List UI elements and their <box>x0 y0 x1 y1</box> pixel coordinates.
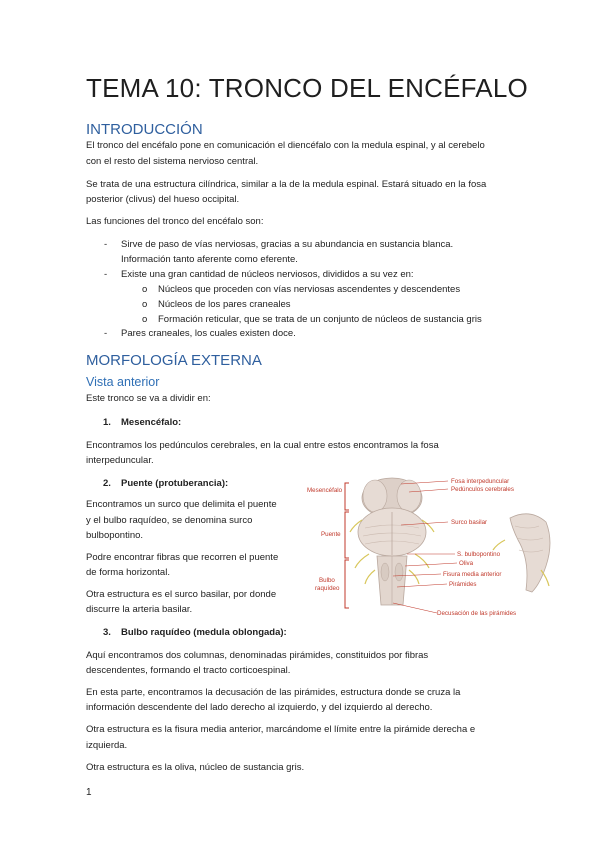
subsection-heading-vista-anterior: Vista anterior <box>86 375 160 389</box>
intro-paragraph-3: Las funciones del tronco del encéfalo son: <box>86 216 264 227</box>
item-2-para-c-line-1: Otra estructura es el surco basilar, por donde <box>86 589 277 600</box>
bracket-bulbo <box>345 560 349 608</box>
intro-paragraph-2-line-2: posterior (clivus) del hueso occipital. <box>86 194 240 205</box>
label-fosa-interpeduncular: Fosa interpeduncular <box>451 478 510 485</box>
item-2-para-a-line-1: Encontramos un surco que delimita el puente <box>86 499 277 510</box>
page-title: TEMA 10: TRONCO DEL ENCÉFALO <box>86 73 528 103</box>
item-3-para-b-line-2: información descendente del lado derecho al izquierdo, y del izquierdo al derecho. <box>86 702 433 713</box>
subbullet-3: Formación reticular, que se trata de un conjunto de núcleos de sustancia gris <box>158 314 482 325</box>
subbullet-marker: o <box>142 314 148 325</box>
item-number: 1. <box>103 417 111 428</box>
bullet-marker: - <box>104 328 108 339</box>
item-2-label: Puente (protuberancia): <box>121 478 229 489</box>
label-oliva: Oliva <box>459 560 474 567</box>
label-s-bulbopontino: S. bulbopontino <box>457 551 501 558</box>
intro-paragraph-2-line-1: Se trata de una estructura cilíndrica, similar a la de la medula espinal. Estará situado en la fosa <box>86 179 487 190</box>
label-decusacion-piramides: Decusación de las pirámides <box>437 610 517 617</box>
item-3-para-a-line-1: Aquí encontramos dos columnas, denominadas pirámides, constituidos por fibras <box>86 650 429 661</box>
intro-paragraph-1-line-1: El tronco del encéfalo pone en comunicación el diencéfalo con la medula espinal, y al cerebelo <box>86 140 485 151</box>
item-1-label: Mesencéfalo: <box>121 417 182 428</box>
label-raquideo: raquídeo <box>315 585 340 592</box>
label-surco-basilar: Surco basilar <box>451 519 488 526</box>
bullet-2-line-1: Existe una gran cantidad de núcleos nerviosos, divididos a su vez en: <box>121 269 414 280</box>
subbullet-marker: o <box>142 284 148 295</box>
bracket-mesencefalo <box>345 483 349 510</box>
item-2-para-b-line-1: Podre encontrar fibras que recorren el puente <box>86 552 279 563</box>
item-2-para-a-line-3: bulbopontino. <box>86 530 144 541</box>
page-number: 1 <box>86 787 92 798</box>
brainstem-figure <box>305 470 570 630</box>
item-3-para-b-line-1: En esta parte, encontramos la decusación de las pirámides, estructura donde se cruza la <box>86 687 461 698</box>
label-fisura-media-anterior: Fisura media anterior <box>443 571 502 578</box>
bullet-3-line-1: Pares craneales, los cuales existen doce. <box>121 328 296 339</box>
label-mesencefalo: Mesencéfalo <box>307 487 343 494</box>
morfo-lead: Este tronco se va a dividir en: <box>86 393 211 404</box>
item-number: 3. <box>103 627 111 638</box>
brainstem-anterior-view <box>350 478 434 605</box>
item-3-label: Bulbo raquídeo (medula oblongada): <box>121 627 287 638</box>
intro-paragraph-1-line-2: con el resto del sistema nervioso central. <box>86 156 259 167</box>
label-bulbo: Bulbo <box>319 577 335 584</box>
bracket-puente <box>345 512 349 558</box>
section-heading-morfologia: MORFOLOGÍA EXTERNA <box>86 352 262 369</box>
bullet-1-line-2: Información tanto aferente como eferente. <box>121 254 298 265</box>
brainstem-lateral-view <box>493 514 550 592</box>
item-2-para-c-line-2: discurre la arteria basilar. <box>86 604 193 615</box>
item-1-line-1: Encontramos los pedúnculos cerebrales, en la cual entre estos encontramos la fosa <box>86 440 439 451</box>
label-piramides: Pirámides <box>449 581 477 588</box>
bullet-marker: - <box>104 269 108 280</box>
section-heading-introduccion: INTRODUCCIÓN <box>86 121 203 138</box>
subbullet-1: Núcleos que proceden con vías nerviosas ascendentes y descendentes <box>158 284 461 295</box>
subbullet-marker: o <box>142 299 148 310</box>
item-3-para-c-line-1: Otra estructura es la fisura media anterior, marcándome el límite entre la pirámide derecha e <box>86 724 476 735</box>
subbullet-2: Núcleos de los pares craneales <box>158 299 291 310</box>
item-3-para-d-line-1: Otra estructura es la oliva, núcleo de sustancia gris. <box>86 762 305 773</box>
item-3-para-c-line-2: izquierda. <box>86 740 128 751</box>
bullet-1-line-1: Sirve de paso de vías nerviosas, gracias a su abundancia en sustancia blanca. <box>121 239 454 250</box>
item-2-para-a-line-2: y el bulbo raquídeo, se denomina surco <box>86 515 253 526</box>
item-3-para-a-line-2: descendentes, formando el tracto corticoespinal. <box>86 665 291 676</box>
bullet-marker: - <box>104 239 108 250</box>
item-number: 2. <box>103 478 111 489</box>
item-2-para-b-line-2: de forma horizontal. <box>86 567 170 578</box>
label-puente: Puente <box>321 531 341 538</box>
item-1-line-2: interpeduncular. <box>86 455 154 466</box>
label-pedunculos-cerebrales: Pedúnculos cerebrales <box>451 486 514 493</box>
